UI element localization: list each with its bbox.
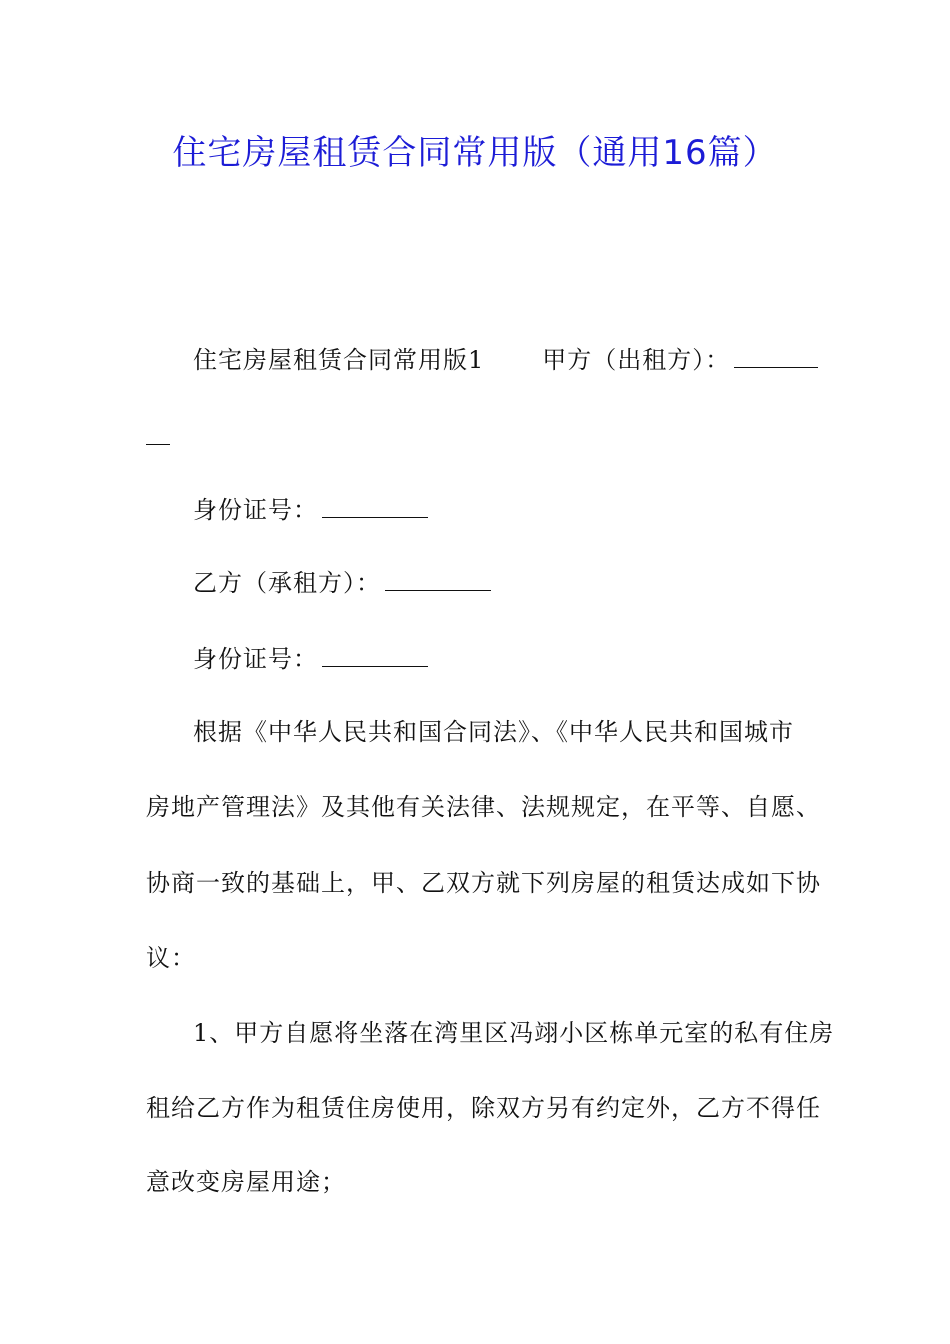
preamble-line: 房地产管理法》及其他有关法律、法规规定，在平等、自愿、 xyxy=(146,793,821,821)
party-b-blank xyxy=(385,568,491,591)
heading-line xyxy=(193,343,818,377)
party-a-id-blank xyxy=(322,495,428,518)
clause-1-line: 意改变房屋用途； xyxy=(146,1168,346,1196)
party-b-label: 乙方（承租方）： xyxy=(193,569,381,597)
party-a-label: 甲方（出租方）： xyxy=(542,346,731,374)
party-a-blank xyxy=(734,345,818,368)
document-title: 住宅房屋租赁合同常用版（通用16篇） xyxy=(172,133,778,173)
clause-1-line: 租给乙方作为租赁住房使用，除双方另有约定外，乙方不得任 xyxy=(146,1094,821,1122)
party-b-id-blank xyxy=(322,644,428,667)
party-a-id-line xyxy=(193,493,428,527)
preamble-line: 根据《中华人民共和国合同法》、《中华人民共和国城市 xyxy=(193,718,794,746)
party-b-id-line xyxy=(193,642,428,676)
clause-1-line: 1、甲方自愿将坐落在湾里区冯翊小区栋单元室的私有住房 xyxy=(193,1019,835,1047)
party-a-blank-continuation xyxy=(146,420,170,454)
party-b-id-label: 身份证号： xyxy=(193,645,318,673)
party-a-id-label: 身份证号： xyxy=(193,496,318,524)
party-b-line xyxy=(193,566,491,600)
section-heading: 住宅房屋租赁合同常用版1 xyxy=(193,346,485,374)
preamble-line: 议： xyxy=(146,944,196,972)
preamble-line: 协商一致的基础上，甲、乙双方就下列房屋的租赁达成如下协 xyxy=(146,869,821,897)
